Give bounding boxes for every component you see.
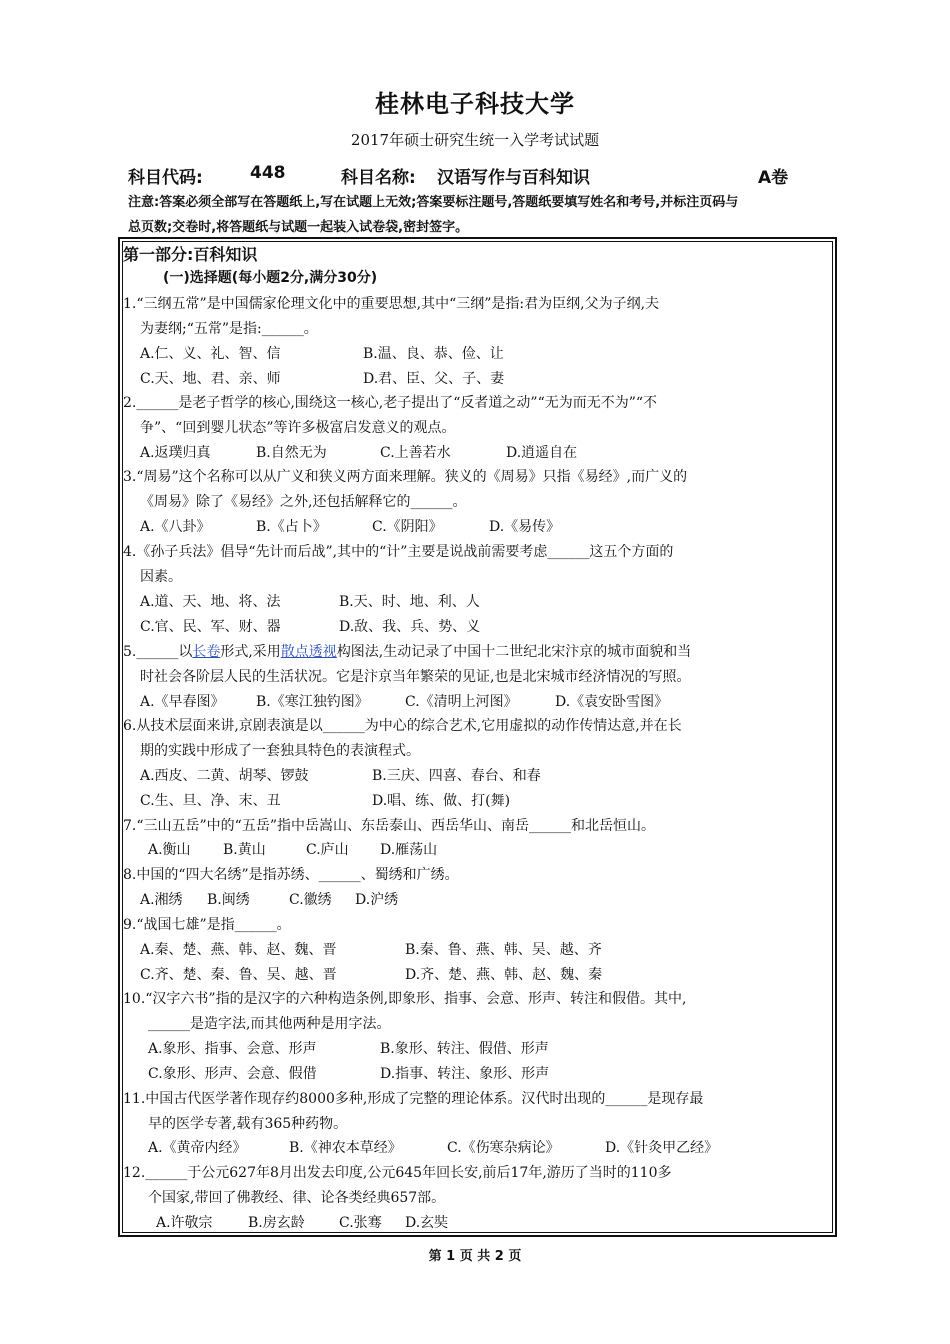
question-1-option-b: B.温、良、恭、俭、让 <box>363 346 504 362</box>
question-6-option-c: C.生、旦、净、末、丑 <box>140 793 281 809</box>
question-9-option-a: A.秦、楚、燕、韩、赵、魏、晋 <box>140 942 337 958</box>
paper-version: A卷 <box>758 168 789 188</box>
question-6-option-b: B.三庆、四喜、春台、和春 <box>372 768 541 784</box>
question-5-option-b: B.《寒江独钓图》 <box>256 694 369 710</box>
question-9-text: 9.“战国七雄”是指______。 <box>123 917 291 933</box>
question-8-option-c: C.徽绣 <box>289 892 332 908</box>
question-6-option-a: A.西皮、二黄、胡琴、锣鼓 <box>140 768 309 784</box>
question-4-text-cont: 因素。 <box>140 569 182 585</box>
question-10-option-b: B.象形、转注、假借、形声 <box>380 1041 549 1057</box>
question-6-text: 6.从技术层面来讲,京剧表演是以______为中心的综合艺术,它用虚拟的动作传情达意,并在长 <box>123 718 682 734</box>
question-6-text-cont: 期的实践中形成了一套独具特色的表演程式。 <box>140 743 420 759</box>
question-5-middle: 形式,采用 <box>220 644 281 660</box>
question-3-option-a: A.《八卦》 <box>140 519 211 535</box>
question-7-option-d: D.雁荡山 <box>380 842 438 858</box>
page-number: 第 1 页 共 2 页 <box>428 1249 522 1264</box>
question-7-option-b: B.黄山 <box>223 842 266 858</box>
question-12-option-c: C.张骞 <box>339 1215 382 1231</box>
notice-line: 注意:答案必须全部写在答题纸上,写在试题上无效;答案要标注题号,答题纸要填写姓名和考号,并标注页码与 <box>128 195 739 210</box>
question-10-option-a: A.象形、指事、会意、形声 <box>148 1041 317 1057</box>
exam-notice <box>128 190 828 240</box>
question-1-text-cont: 为妻纲;“五常”是指:______。 <box>140 321 318 337</box>
question-3-option-b: B.《占卜》 <box>256 519 327 535</box>
question-1-option-a: A.仁、义、礼、智、信 <box>140 346 281 362</box>
question-7-option-c: C.庐山 <box>306 842 349 858</box>
question-5-option-c: C.《清明上河图》 <box>405 694 518 710</box>
question-2-text: 2.______是老子哲学的核心,围绕这一核心,老子提出了“反者道之动”“无为而无不为”“不 <box>123 395 658 411</box>
question-8-text: 8.中国的“四大名绣”是指苏绣、______、蜀绣和广绣。 <box>123 867 459 883</box>
notice-line: 总页数;交卷时,将答题纸与试题一起装入试卷袋,密封签字。 <box>128 220 469 235</box>
scattered-perspective-link[interactable]: 散点透视 <box>280 644 337 660</box>
question-11-text: 11.中国古代医学著作现存约8000多种,形成了完整的理论体系。汉代时出现的______是现存最 <box>123 1091 704 1107</box>
question-12-option-b: B.房玄龄 <box>248 1215 305 1231</box>
question-6-option-d: D.唱、练、做、打(舞) <box>372 793 511 809</box>
question-5-option-a: A.《早春图》 <box>140 694 225 710</box>
section-title: (一)选择题(每小题2分,满分30分) <box>163 270 378 286</box>
long-scroll-link[interactable]: 长卷 <box>192 644 221 660</box>
question-2-option-a: A.返璞归真 <box>140 445 211 461</box>
question-2-option-b: B.自然无为 <box>256 445 327 461</box>
question-1-option-c: C.天、地、君、亲、师 <box>140 371 281 387</box>
question-1-text: 1.“三纲五常”是中国儒家伦理文化中的重要思想,其中“三纲”是指:君为臣纲,父为子纲,夫 <box>123 296 660 312</box>
subject-code-label: 科目代码: <box>128 168 203 188</box>
question-12-text-cont: 个国家,带回了佛教经、律、论各类经典657部。 <box>148 1190 446 1206</box>
question-5-text <box>123 640 691 665</box>
university-title: 桂林电子科技大学 <box>375 90 575 118</box>
question-9-option-c: C.齐、楚、秦、鲁、吴、越、晋 <box>140 967 337 983</box>
question-9-option-d: D.齐、楚、燕、韩、赵、魏、秦 <box>405 967 603 983</box>
question-4-option-c: C.官、民、军、财、器 <box>140 619 281 635</box>
question-2-text-cont: 争”、“回到婴儿状态”等许多极富启发意义的观点。 <box>140 420 456 436</box>
question-11-option-d: D.《针灸甲乙经》 <box>605 1140 719 1156</box>
question-4-option-d: D.敌、我、兵、势、义 <box>339 619 481 635</box>
question-11-option-a: A.《黄帝内经》 <box>148 1140 247 1156</box>
question-8-option-d: D.沪绣 <box>355 892 399 908</box>
question-8-option-b: B.闽绣 <box>207 892 250 908</box>
question-5-prefix: 5.______以 <box>123 644 193 660</box>
question-3-option-c: C.《阴阳》 <box>372 519 443 535</box>
exam-title: 2017年硕士研究生统一入学考试试题 <box>350 131 600 149</box>
question-12-option-a: A.许敬宗 <box>156 1215 213 1231</box>
question-11-option-b: B.《神农本草经》 <box>289 1140 402 1156</box>
question-3-text-cont: 《周易》除了《易经》之外,还包括解释它的______。 <box>140 494 467 510</box>
question-2-option-c: C.上善若水 <box>380 445 451 461</box>
question-5-text-cont: 时社会各阶层人民的生活状况。它是汴京当年繁荣的见证,也是北宋城市经济情况的写照。 <box>140 669 691 685</box>
subject-code-value: 448 <box>250 163 286 183</box>
question-11-text-cont: 早的医学专著,载有365种药物。 <box>148 1116 348 1132</box>
question-10-option-d: D.指事、转注、象形、形声 <box>380 1066 550 1082</box>
question-2-option-d: D.逍遥自在 <box>506 445 578 461</box>
question-5-suffix: 构图法,生动记录了中国十二世纪北宋汴京的城市面貌和当 <box>336 644 692 660</box>
question-4-option-a: A.道、天、地、将、法 <box>140 594 281 610</box>
question-10-option-c: C.象形、形声、会意、假借 <box>148 1066 317 1082</box>
question-7-text: 7.“三山五岳”中的“五岳”指中岳嵩山、东岳泰山、西岳华山、南岳______和北岳恒山。 <box>123 818 655 834</box>
question-7-option-a: A.衡山 <box>148 842 191 858</box>
question-4-option-b: B.天、时、地、利、人 <box>339 594 480 610</box>
subject-name-label: 科目名称: <box>341 168 416 188</box>
question-12-option-d: D.玄奘 <box>405 1215 449 1231</box>
question-10-text-cont: ______是造字法,而其他两种是用字法。 <box>148 1016 391 1032</box>
question-8-option-a: A.湘绣 <box>140 892 183 908</box>
part-title: 第一部分:百科知识 <box>123 245 258 264</box>
question-9-option-b: B.秦、鲁、燕、韩、吴、越、齐 <box>405 942 602 958</box>
question-12-text: 12.______于公元627年8月出发去印度,公元645年回长安,前后17年,游历了当时的110多 <box>123 1165 672 1181</box>
question-10-text: 10.“汉字六书”指的是汉字的六种构造条例,即象形、指事、会意、形声、转注和假借。其中, <box>123 991 687 1007</box>
question-1-option-d: D.君、臣、父、子、妻 <box>363 371 505 387</box>
question-3-option-d: D.《易传》 <box>489 519 561 535</box>
question-3-text: 3.“周易”这个名称可以从广义和狭义两方面来理解。狭义的《周易》只指《易经》,而广义的 <box>123 469 688 485</box>
question-11-option-c: C.《伤寒杂病论》 <box>447 1140 560 1156</box>
question-5-option-d: D.《袁安卧雪图》 <box>555 694 669 710</box>
subject-name-value: 汉语写作与百科知识 <box>437 168 590 188</box>
question-4-text: 4.《孙子兵法》倡导“先计而后战”,其中的“计”主要是说战前需要考虑______这五个方面的 <box>123 544 674 560</box>
